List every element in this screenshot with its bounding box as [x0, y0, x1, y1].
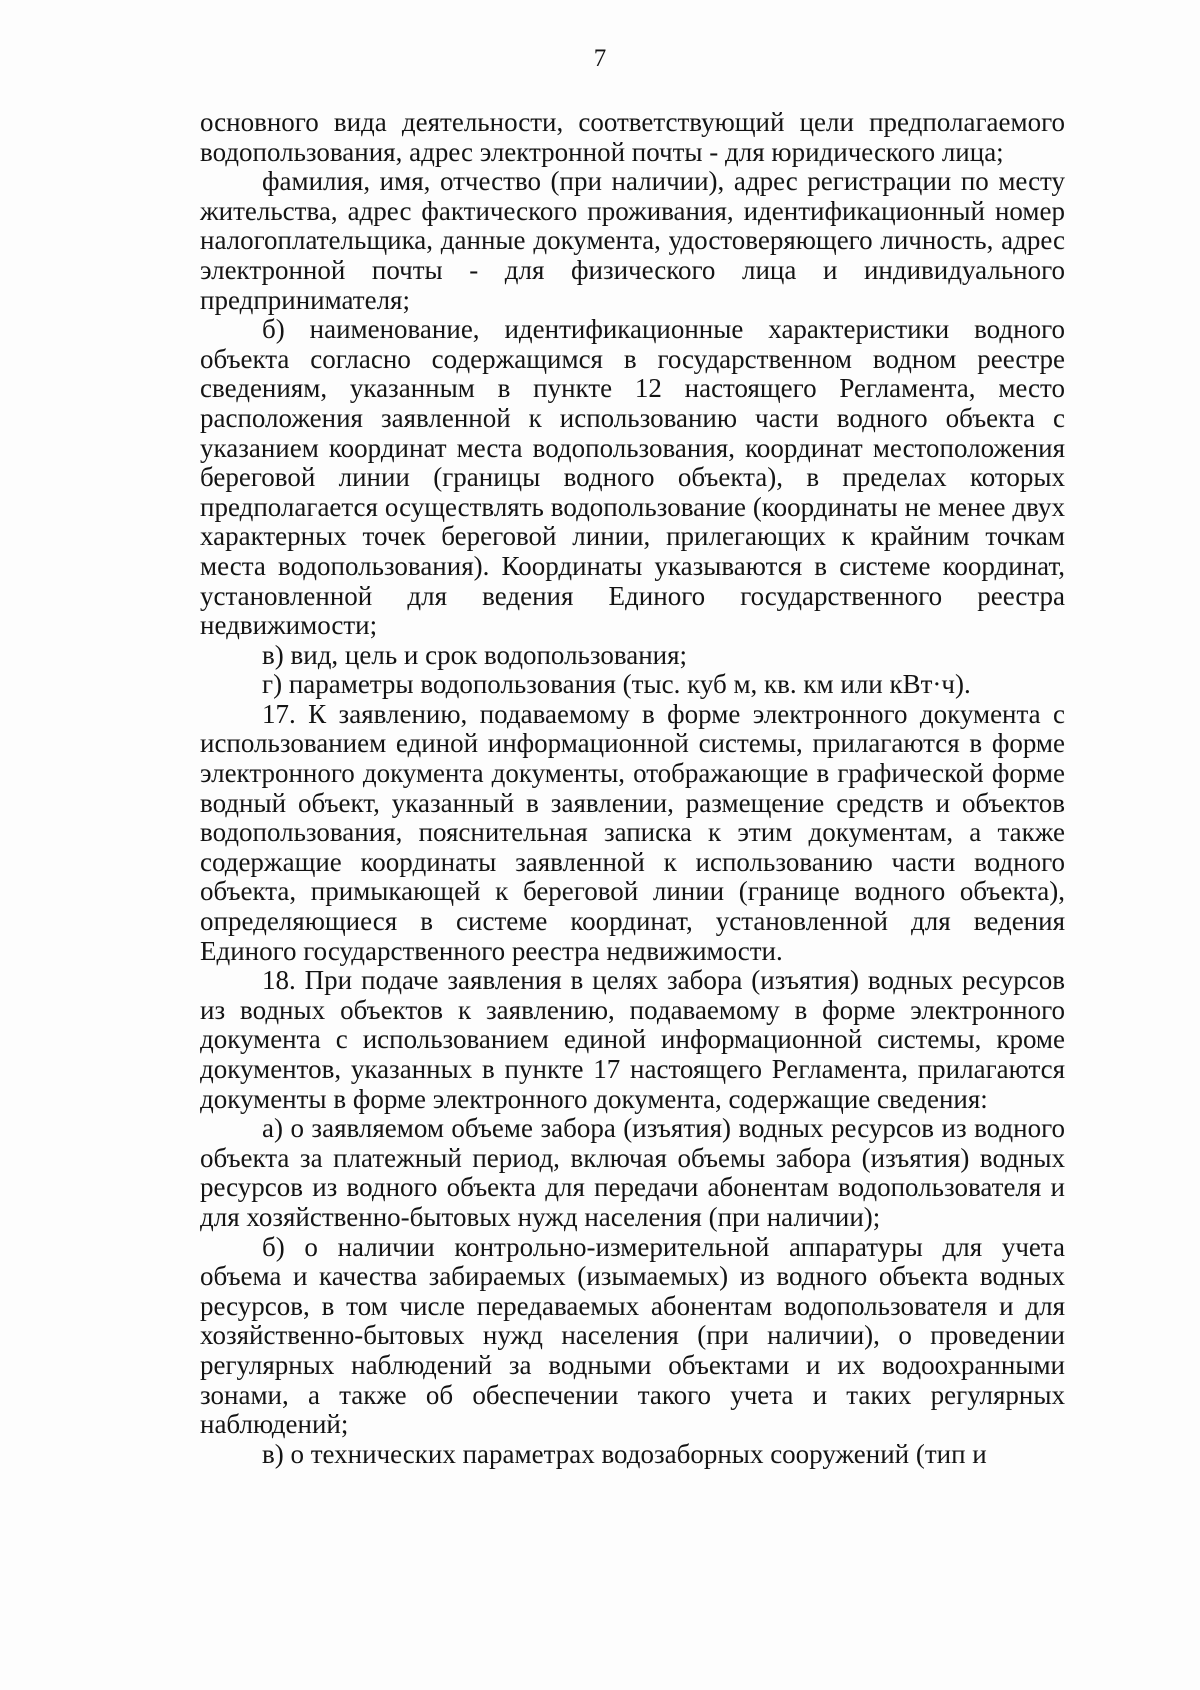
paragraph-item-g-parameters: г) параметры водопользования (тыс. куб м, кв. км или кВт·ч).	[262, 669, 971, 700]
paragraph-item-b-water-object: б) наименование, идентификационные характеристики водного объекта согласно содержащимся в государственном водном реестре сведениям, указанным в пункте 12 настоящего Регламента, место расположения заявленной к использованию части водного объекта с указанием координат места водопользования, координат местоположения береговой линии (границы водного объекта), в пределах которых предполагается осуществлять водопользование (координаты не менее двух характерных точек береговой линии, прилегающих к крайним точкам места водопользования). Координаты указываются в системе координат, установленной для ведения Единого государственного реестра недвижимости;	[200, 314, 1065, 641]
paragraph-clause-17: 17. К заявлению, подаваемому в форме электронного документа с использованием единой информационной системы, прилагаются в форме электронного документа документы, отображающие в графической форме водный объект, указанный в заявлении, размещение средств и объектов водопользования, пояснительная записка к этим документам, а также содержащие координаты заявленной к использованию части водного объекта, примыкающей к береговой линии (границе водного объекта), определяющиеся в системе координат, установленной для ведения Единого государственного реестра недвижимости.	[200, 698, 1065, 966]
paragraph-legal-entity-tail: основного вида деятельности, соответствующий цели предполагаемого водопользования, адрес электронной почты - для юридического лица;	[200, 107, 1065, 167]
paragraph-item-v-use-type: в) вид, цель и срок водопользования;	[262, 639, 688, 670]
paragraph-clause-18: 18. При подаче заявления в целях забора (изъятия) водных ресурсов из водных объектов к заявлению, подаваемому в форме электронного документа с использованием единой информационной системы, кроме документов, указанных в пункте 17 настоящего Регламента, прилагаются документы в форме электронного документа, содержащие сведения:	[200, 965, 1065, 1114]
page-number: 7	[593, 45, 607, 72]
paragraph-clause-18-item-b: б) о наличии контрольно-измерительной аппаратуры для учета объема и качества забираемых (изымаемых) из водного объекта водных ресурсов, в том числе передаваемых абонентам водопользователя и для хозяйственно-бытовых нужд населения (при наличии), о проведении регулярных наблюдений за водными объектами и их водоохранными зонами, а также об обеспечении такого учета и таких регулярных наблюдений;	[200, 1231, 1065, 1440]
paragraph-clause-18-item-v: в) о технических параметрах водозаборных сооружений (тип и	[262, 1438, 987, 1469]
paragraph-individual-details: фамилия, имя, отчество (при наличии), адрес регистрации по месту жительства, адрес фактического проживания, идентификационный номер налогоплательщика, данные документа, удостоверяющего личность, адрес электронной почты - для физического лица и индивидуального предпринимателя;	[200, 166, 1065, 315]
document-body	[200, 108, 1065, 1469]
paragraph-clause-18-item-a: а) о заявляемом объеме забора (изъятия) водных ресурсов из водного объекта за платежный период, включая объемы забора (изъятия) водных ресурсов из водного объекта для передачи абонентам водопользователя и для хозяйственно-бытовых нужд населения (при наличии);	[200, 1113, 1065, 1232]
